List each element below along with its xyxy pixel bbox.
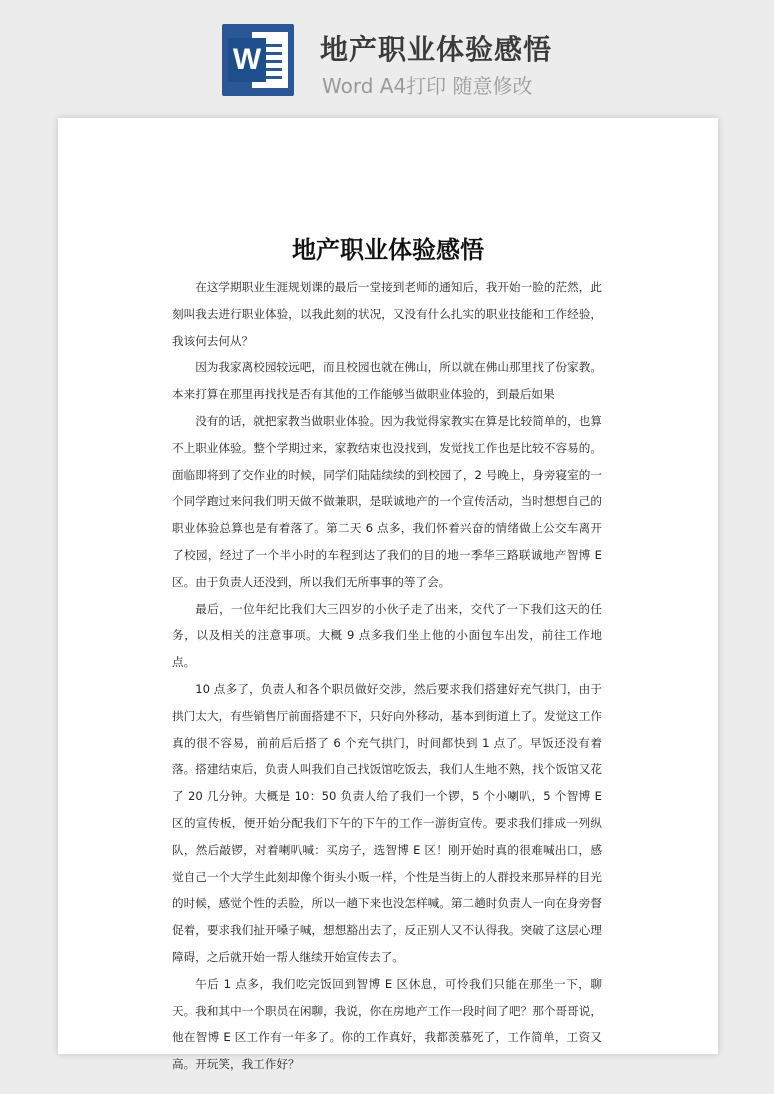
word-letter-icon: W — [228, 38, 266, 82]
word-document-icon — [222, 24, 294, 96]
header-banner — [0, 0, 774, 110]
document-title: 地产职业体验感悟 — [292, 236, 484, 264]
document-body — [172, 274, 602, 1078]
document-page — [58, 118, 718, 1072]
paragraph: 因为我家离校园较远吧，而且校园也就在佛山，所以就在佛山那里找了份家教。本来打算在那里再找找是否有其他的工作能够当做职业体验的，到最后如果 — [172, 360, 602, 402]
banner-title: 地产职业体验感悟 — [320, 33, 553, 66]
paragraph: 最后，一位年纪比我们大三四岁的小伙子走了出来，交代了一下我们这天的任务，以及相关的注意事项。大概 9 点多我们坐上他的小面包车出发，前往工作地点。 — [172, 601, 602, 670]
paragraph: 10 点多了，负责人和各个职员做好交涉，然后要求我们搭建好充气拱门，由于拱门太大，有些销售厅前面搭建不下，只好向外移动，基本到街道上了。发觉这工作真的很不容易，前前后后搭了 6 个充气拱门，时间都快到 1 点了。早饭还没有着落。搭建结束后，负责人叫我们自己找饭馆吃饭去，我们人生地不熟，找个饭馆又花了 20 几分钟。大概是 10：50 负责人给了我们一个锣，5 个小喇叭，5 个智博 E 区的宣传板，便开始分配我们下午的下午的工作一游街宣传。要求我们排成一列纵队，然后敲锣，对着喇叭喊：买房子，选智博 E 区！刚开始时真的很难喊出口，感觉自己一个大学生此刻却像个街头小贩一样，个性是当街上的人群投来那异样的目光的时候，感觉个性的丢脸，所以一趟下来也没怎样喊。第二趟时负责人一向在身旁督促着，要求我们扯开嗓子喊，想想豁出去了，反正别人又不认得我。突破了这层心理障碍，之后就开始一帮人继续开始宣传去了。 — [172, 681, 602, 964]
paragraph: 没有的话，就把家教当做职业体验。因为我觉得家教实在算是比较简单的，也算不上职业体验。整个学期过来，家教结束也没找到，发觉找工作也是比较不容易的。面临即将到了交作业的时候，同学们陆陆续续的到校园了，2 号晚上，身旁寝室的一个同学跑过来问我们明天做不做兼职，是联诚地产的一个宣传活动，当时想想自己的职业体验总算也是有着落了。第二天 6 点多，我们怀着兴奋的情绪做上公交车离开了校园，经过了一个半小时的车程到达了我们的目的地一季华三路联诚地产智博 E 区。由于负责人还没到，所以我们无所事事的等了会。 — [172, 413, 602, 589]
banner-subtitle: Word A4打印 随意修改 — [322, 74, 533, 98]
paragraph: 午后 1 点多，我们吃完饭回到智博 E 区休息，可怜我们只能在那坐一下，聊天。我和其中一个职员在闲聊，我说，你在房地产工作一段时间了吧？那个哥哥说，他在智博 E 区工作有一年多了。你的工作真好，我都羡慕死了，工作简单，工资又高。开玩笑，我工作好？ — [172, 976, 602, 1072]
paragraph: 在这学期职业生涯规划课的最后一堂接到老师的通知后，我开始一脸的茫然，此刻叫我去进行职业体验，以我此刻的状况，又没有什么扎实的职业技能和工作经验，我该何去何从？ — [172, 280, 602, 348]
